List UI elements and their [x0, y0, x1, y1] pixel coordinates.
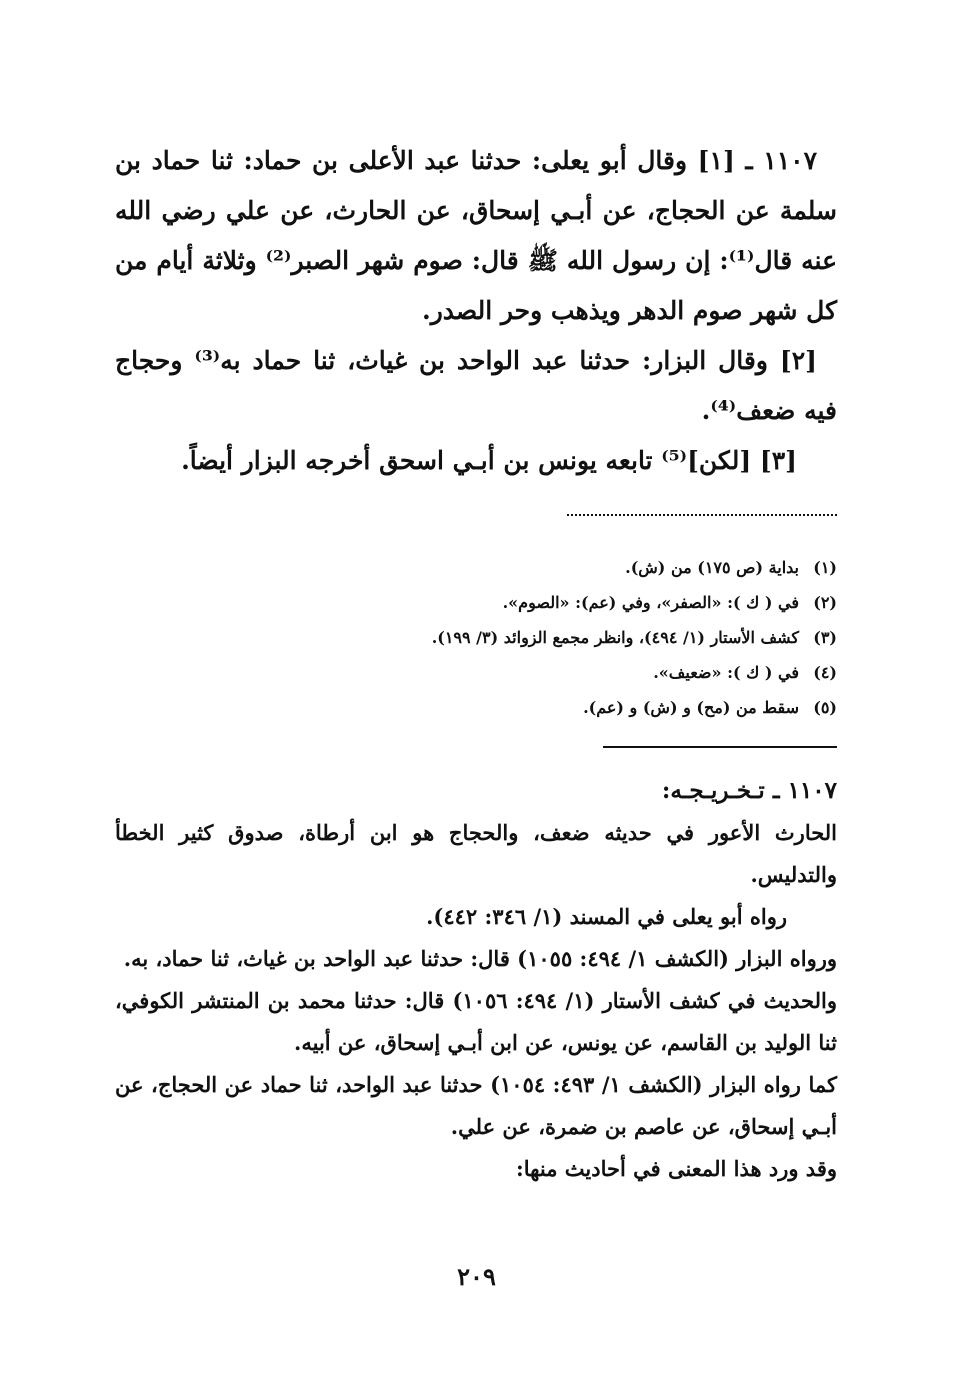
footnote-number: (١)	[813, 558, 837, 577]
takhrij-paragraph: وقد ورد هذا المعنى في أحاديث منها:	[516, 1156, 837, 1181]
footnote-text: بداية (ص ١٧٥) من (ش).	[625, 558, 799, 577]
hadith-text	[115, 136, 837, 486]
footnote-text: سقط من (مح) و (ش) و (عم).	[583, 698, 799, 717]
takhrij-paragraph: ورواه البزار (الكشف ١/ ٤٩٤: ١٠٥٥) قال: حدثنا عبد الواحد بن غياث، ثنا حماد، به.	[123, 946, 837, 971]
footnote-number: (٢)	[813, 593, 837, 612]
takhrij-paragraph: والحديث في كشف الأستار (١/ ٤٩٤: ١٠٥٦) قال: حدثنا محمد بن المنتشر الكوفي، ثنا الوليد بن القاسم، عن يونس، عن ابن أبـي إسحاق، عن أبيه.	[115, 988, 837, 1055]
footnote-item	[115, 655, 837, 690]
footnote-number: (٣)	[813, 628, 837, 647]
takhrij-paragraph: الحارث الأعور في حديثه ضعف، والحجاج هو ابن أرطاة، صدوق كثير الخطأ والتدليس.	[115, 820, 837, 887]
footnote-text: كشف الأستار (١/ ٤٩٤)، وانظر مجمع الزوائد (٣/ ١٩٩).	[431, 628, 799, 647]
footnote-text: في ( ك ): «ضعيف».	[653, 663, 799, 682]
footnote-item	[115, 585, 837, 620]
takhrij-heading: ١١٠٧ ـ تـخـريـجـه:	[661, 777, 837, 804]
takhrij-section	[115, 770, 837, 1190]
hadith-paragraph-2: [٢] وقال البزار: حدثنا عبد الواحد بن غياث، ثنا حماد به⁽³⁾ وحجاج فيه ضعف⁽⁴⁾.	[115, 346, 837, 425]
footnote-number: (٤)	[813, 663, 837, 682]
footnote-item	[115, 620, 837, 655]
takhrij-paragraph: رواه أبو يعلى في المسند (١/ ٣٤٦: ٤٤٢).	[426, 904, 787, 929]
takhrij-paragraph: كما رواه البزار (الكشف ١/ ٤٩٣: ١٠٥٤) حدثنا عبد الواحد، ثنا حماد عن الحجاج، عن أبـي إسحاق، عن عاصم بن ضمرة، عن علي.	[115, 1072, 837, 1139]
footnote-separator	[567, 514, 837, 516]
footnotes	[115, 550, 837, 725]
section-divider	[603, 746, 837, 748]
footnote-text: في ( ك ): «الصفر»، وفي (عم): «الصوم».	[502, 593, 799, 612]
hadith-paragraph-1: ١١٠٧ ـ [١] وقال أبو يعلى: حدثنا عبد الأعلى بن حماد: ثنا حماد بن سلمة عن الحجاج، عن أبـي إسحاق، عن الحارث، عن علي رضي الله عنه قال⁽¹⁾: إن رسول الله ﷺ قال: صوم شهر الصبر⁽²⁾ وثلاثة أيام من كل شهر صوم الدهر ويذهب وحر الصدر.	[115, 146, 837, 325]
page-number: ٢٠٩	[457, 1262, 496, 1291]
footnote-item	[115, 690, 837, 725]
hadith-paragraph-3: [٣] [لكن]⁽⁵⁾ تابعه يونس بن أبـي اسحق أخرجه البزار أيضاً.	[181, 446, 797, 475]
footnote-item	[115, 550, 837, 585]
footnote-number: (٥)	[813, 698, 837, 717]
